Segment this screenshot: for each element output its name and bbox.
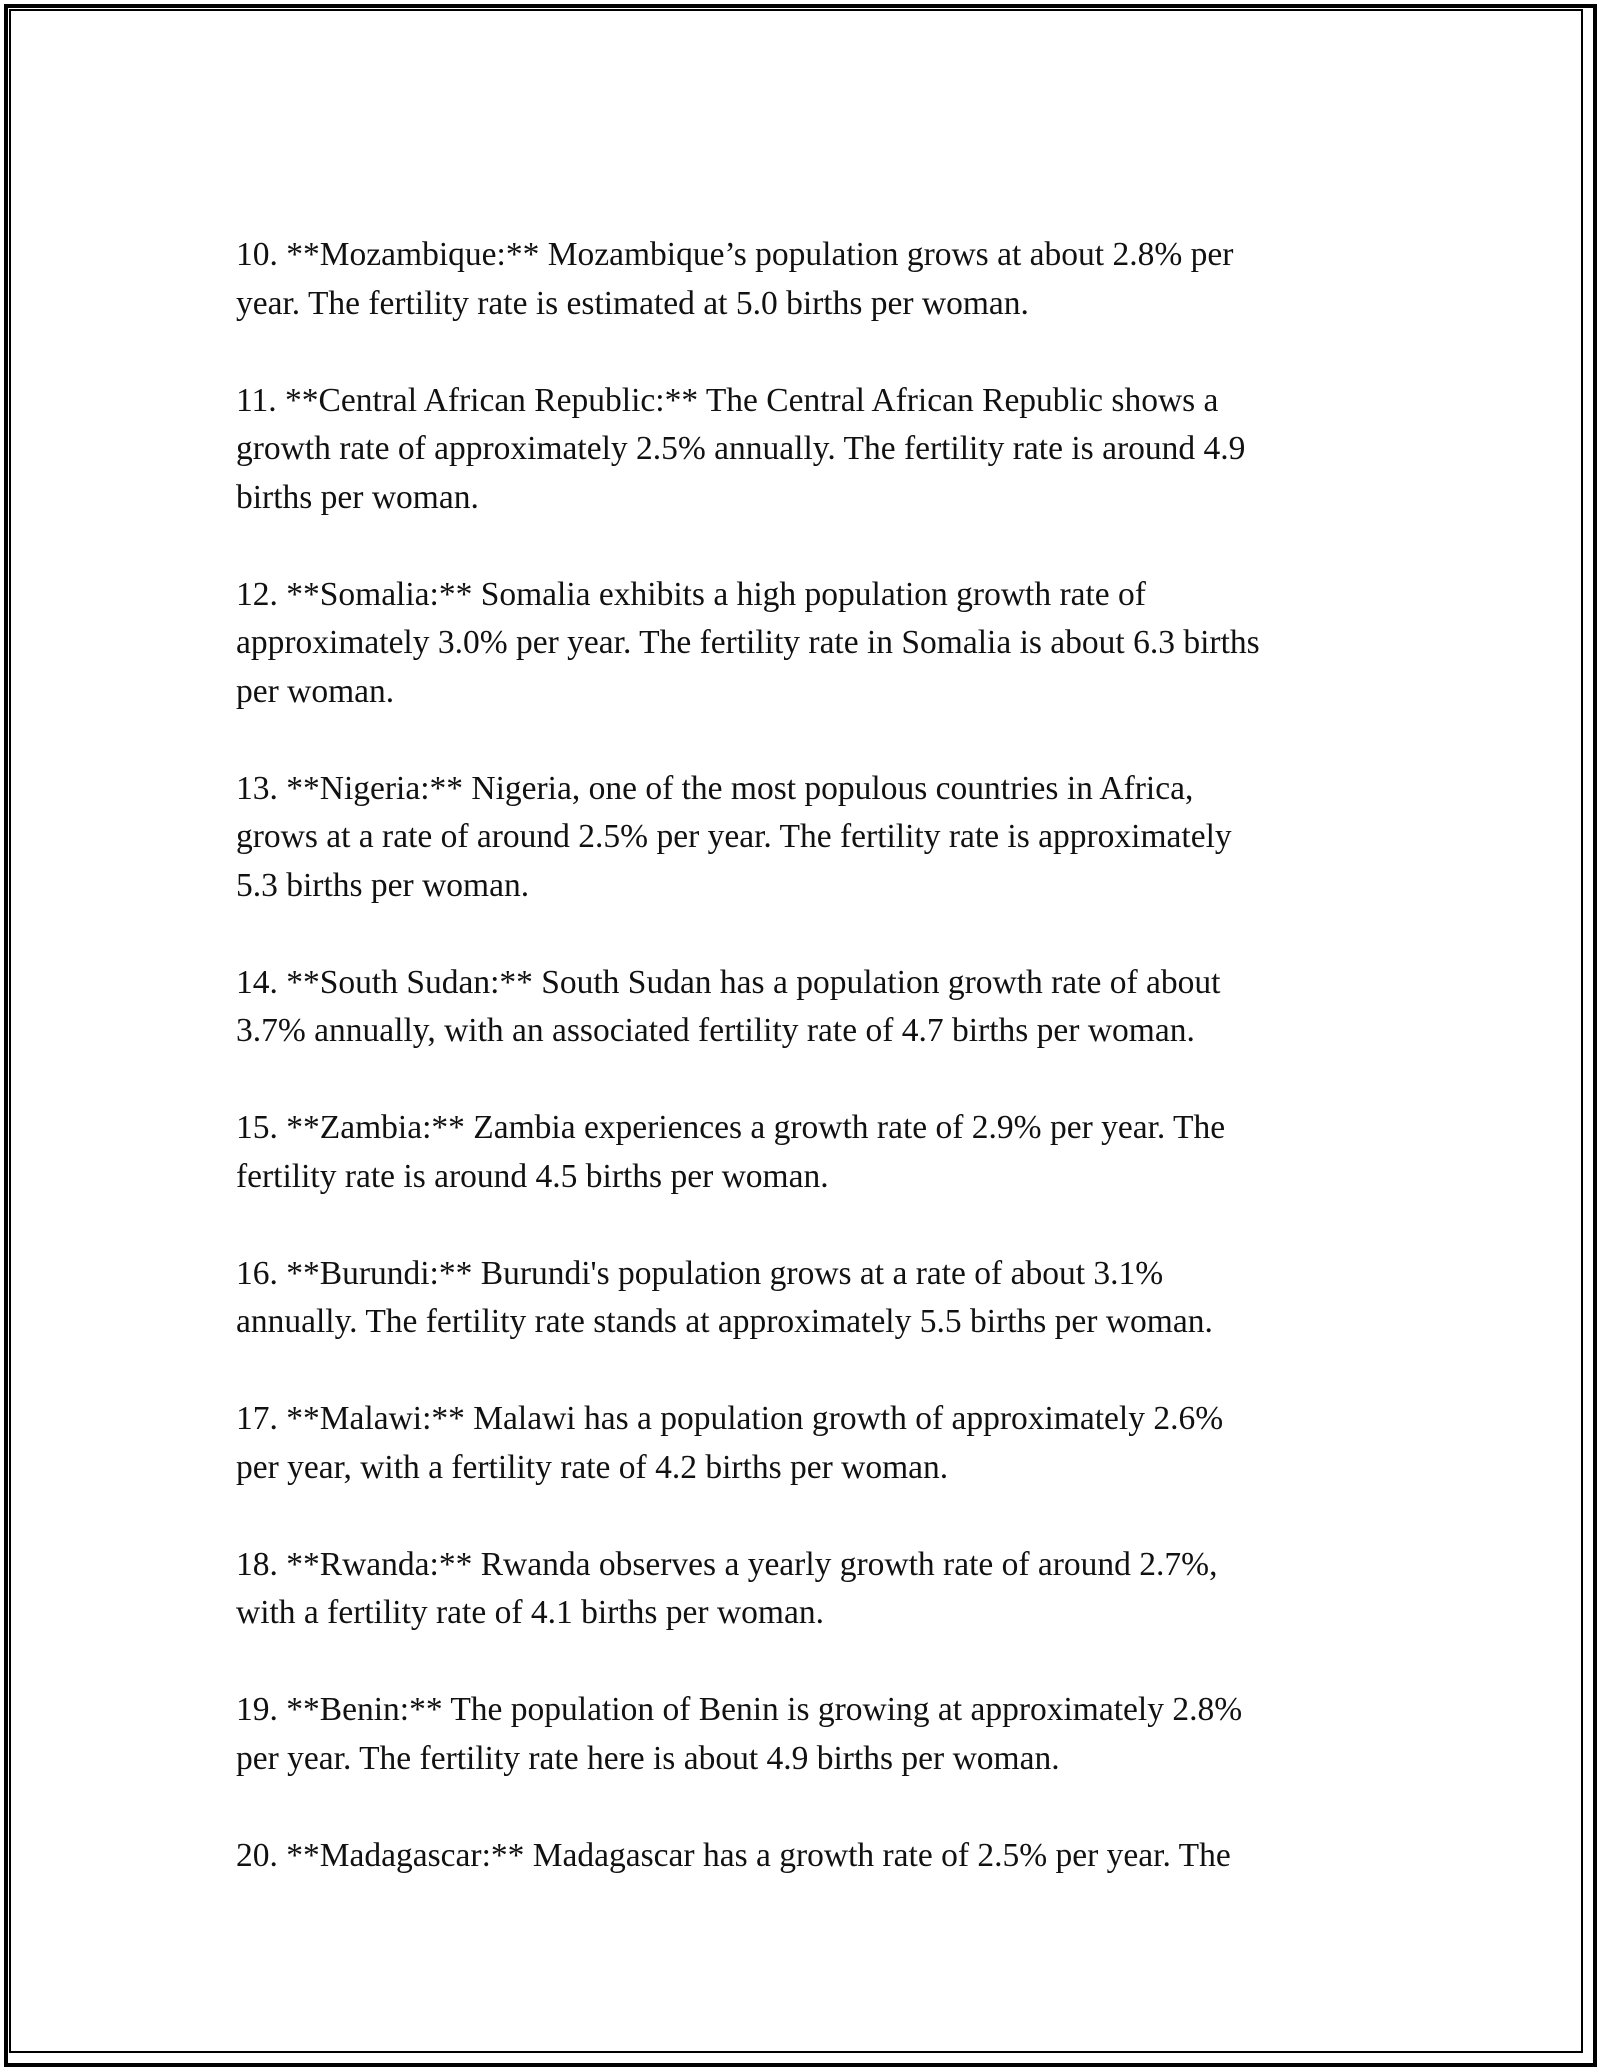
paragraph-nigeria — [236, 765, 1386, 911]
paragraph-benin — [236, 1686, 1386, 1783]
paragraph-line: 20. **Madagascar:** Madagascar has a growth rate of 2.5% per year. The — [236, 1836, 1231, 1874]
paragraph-line: 11. **Central African Republic:** The Central African Republic shows a — [236, 381, 1219, 419]
paragraph-zambia — [236, 1104, 1386, 1201]
paragraph-line: grows at a rate of around 2.5% per year. The fertility rate is approximately — [236, 818, 1232, 855]
paragraph-line: 18. **Rwanda:** Rwanda observes a yearly growth rate of around 2.7%, — [236, 1545, 1218, 1583]
paragraph-line: per year. The fertility rate here is about 4.9 births per woman. — [236, 1739, 1060, 1777]
paragraph-line: 12. **Somalia:** Somalia exhibits a high population growth rate of — [236, 575, 1146, 613]
paragraph-madagascar — [236, 1832, 1386, 1881]
paragraph-malawi — [236, 1395, 1386, 1492]
paragraph-line: year. The fertility rate is estimated at 5.0 births per woman. — [236, 284, 1029, 322]
paragraph-line: approximately 3.0% per year. The fertility rate in Somalia is about 6.3 births — [236, 624, 1260, 661]
paragraph-line: 17. **Malawi:** Malawi has a population growth of approximately 2.6% — [236, 1400, 1224, 1437]
document-body — [236, 231, 1386, 1929]
paragraph-line: 14. **South Sudan:** South Sudan has a population growth rate of about — [236, 963, 1221, 1001]
paragraph-line: 5.3 births per woman. — [236, 866, 530, 904]
paragraph-rwanda — [236, 1541, 1386, 1638]
paragraph-line: 15. **Zambia:** Zambia experiences a growth rate of 2.9% per year. The — [236, 1109, 1226, 1146]
paragraph-somalia — [236, 571, 1386, 717]
paragraph-line: 16. **Burundi:** Burundi's population grows at a rate of about 3.1% — [236, 1254, 1164, 1292]
paragraph-line: with a fertility rate of 4.1 births per woman. — [236, 1594, 824, 1631]
paragraph-line: per woman. — [236, 672, 395, 710]
paragraph-line: fertility rate is around 4.5 births per woman. — [236, 1157, 829, 1195]
paragraph-line: growth rate of approximately 2.5% annually. The fertility rate is around 4.9 — [236, 430, 1246, 467]
paragraph-line: 19. **Benin:** The population of Benin is growing at approximately 2.8% — [236, 1691, 1243, 1728]
paragraph-line: per year, with a fertility rate of 4.2 births per woman. — [236, 1448, 949, 1486]
paragraph-south-sudan — [236, 959, 1386, 1056]
paragraph-central-african-republic — [236, 377, 1386, 523]
paragraph-mozambique — [236, 231, 1386, 328]
paragraph-line: births per woman. — [236, 478, 479, 516]
paragraph-line: 10. **Mozambique:** Mozambique’s population grows at about 2.8% per — [236, 236, 1234, 273]
paragraph-line: 3.7% annually, with an associated fertility rate of 4.7 births per woman. — [236, 1012, 1195, 1049]
paragraph-line: 13. **Nigeria:** Nigeria, one of the most populous countries in Africa, — [236, 769, 1194, 807]
paragraph-line: annually. The fertility rate stands at approximately 5.5 births per woman. — [236, 1303, 1213, 1340]
paragraph-burundi — [236, 1250, 1386, 1347]
